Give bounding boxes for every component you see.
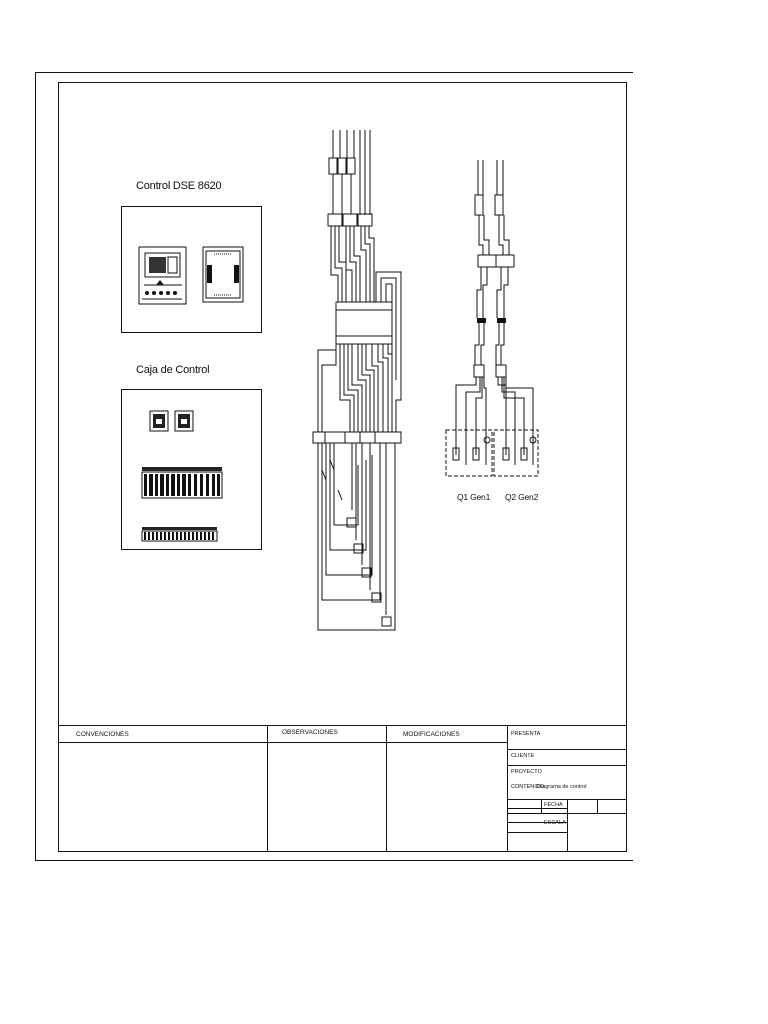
info-row-line-2 xyxy=(507,765,627,766)
content-field-value: Diagrama de control xyxy=(537,784,587,790)
breaker-label-q2: Q2 Gen2 xyxy=(505,492,539,502)
observations-header: OBSERVACIONES xyxy=(282,729,338,736)
controller-panel-title: Control DSE 8620 xyxy=(136,180,222,192)
info-row-line-7 xyxy=(507,832,567,833)
date-field: FECHA xyxy=(544,802,563,808)
conventions-header: CONVENCIONES xyxy=(76,731,129,738)
info-row-line-4 xyxy=(507,808,567,809)
modifications-header: MODIFICACIONES xyxy=(403,731,460,738)
scale-field: ESCALA xyxy=(544,820,566,826)
info-col-line-2 xyxy=(567,799,568,852)
title-block-top-line xyxy=(58,725,627,726)
content-field-label: CONTENIDO xyxy=(511,784,544,790)
client-field: CLIENTE xyxy=(511,753,535,759)
presents-field: PRESENTA xyxy=(511,731,541,737)
project-field: PROYECTO xyxy=(511,769,542,775)
title-block-header-line xyxy=(58,742,508,743)
info-col-line-3 xyxy=(597,799,598,813)
info-row-line-1 xyxy=(507,749,627,750)
info-col-line-1 xyxy=(541,799,542,813)
title-block-divider-1 xyxy=(267,725,268,852)
breaker-label-q1: Q1 Gen1 xyxy=(457,492,491,502)
title-block-divider-2 xyxy=(386,725,387,852)
control-box-panel-title: Caja de Control xyxy=(136,364,210,376)
